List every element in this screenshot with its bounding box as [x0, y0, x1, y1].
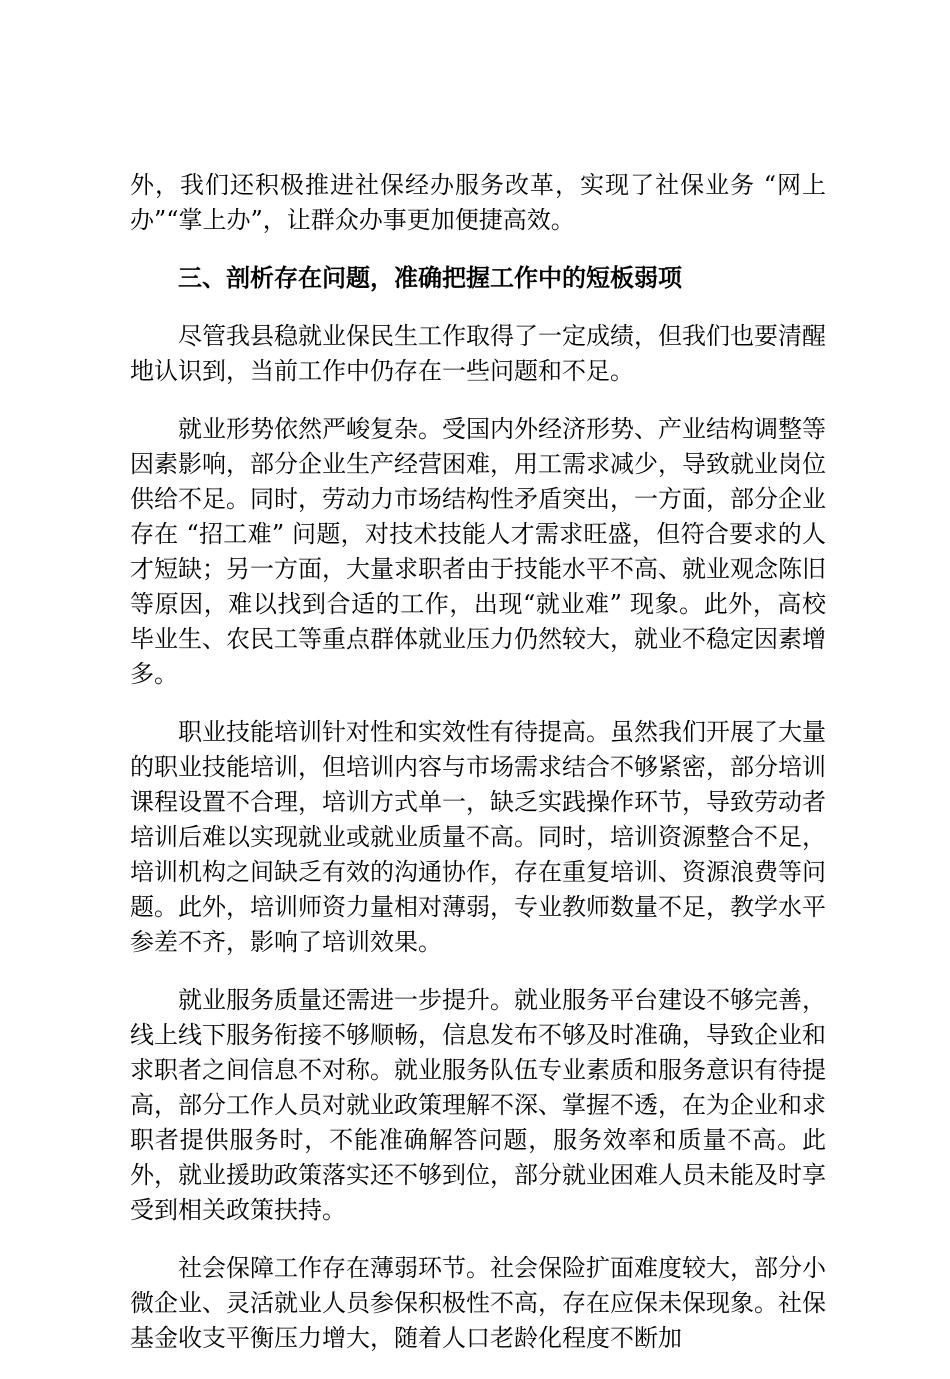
body-paragraph-employment: 就业形势依然严峻复杂。受国内外经济形势、产业结构调整等因素影响，部分企业生产经营困难，用工需求减少，导致就业岗位供给不足。同时，劳动力市场结构性矛盾突出，一方面，部分企业存在 “招工难” 问题，对技术技能人才需求旺盛，但符合要求的人才短缺；另一方面，大量求职者由于技能水平不高、就业观念陈旧等原因，难以找到合适的工作，出现“就业难” 现象。此外，高校毕业生、农民工等重点群体就业压力仍然较大，就业不稳定因素增多。: [130, 415, 826, 688]
body-paragraph-intro: 尽管我县稳就业保民生工作取得了一定成绩，但我们也要清醒地认识到，当前工作中仍存在一些问题和不足。: [130, 322, 826, 385]
body-paragraph-training: 职业技能培训针对性和实效性有待提高。虽然我们开展了大量的职业技能培训，但培训内容与市场需求结合不够紧密，部分培训课程设置不合理，培训方式单一，缺乏实践操作环节，导致劳动者培训后难以实现就业或就业质量不高。同时，培训资源整合不足，培训机构之间缺乏有效的沟通协作，存在重复培训、资源浪费等问题。此外，培训师资力量相对薄弱，专业教师数量不足，教学水平参差不齐，影响了培训效果。: [130, 718, 826, 956]
body-paragraph-social-security: 社会保障工作存在薄弱环节。社会保险扩面难度较大，部分小微企业、灵活就业人员参保积极性不高，存在应保未保现象。社保基金收支平衡压力增大，随着人口老龄化程度不断加: [130, 1254, 826, 1352]
document-body: [130, 168, 826, 1379]
section-heading: 三、剖析存在问题，准确把握工作中的短板弱项: [178, 264, 682, 292]
body-paragraph-service: 就业服务质量还需进一步提升。就业服务平台建设不够完善，线上线下服务衔接不够顺畅，信息发布不够及时准确，导致企业和求职者之间信息不对称。就业服务队伍专业素质和服务意识有待提高，部分工作人员对就业政策理解不深、掌握不透，在为企业和求职者提供服务时，不能准确解答问题，服务效率和质量不高。此外，就业援助政策落实还不够到位，部分就业困难人员未能及时享受到相关政策扶持。: [130, 986, 826, 1224]
continuation-paragraph: 外，我们还积极推进社保经办服务改革，实现了社保业务 “网上办”“掌上办”，让群众办事更加便捷高效。: [130, 171, 826, 234]
